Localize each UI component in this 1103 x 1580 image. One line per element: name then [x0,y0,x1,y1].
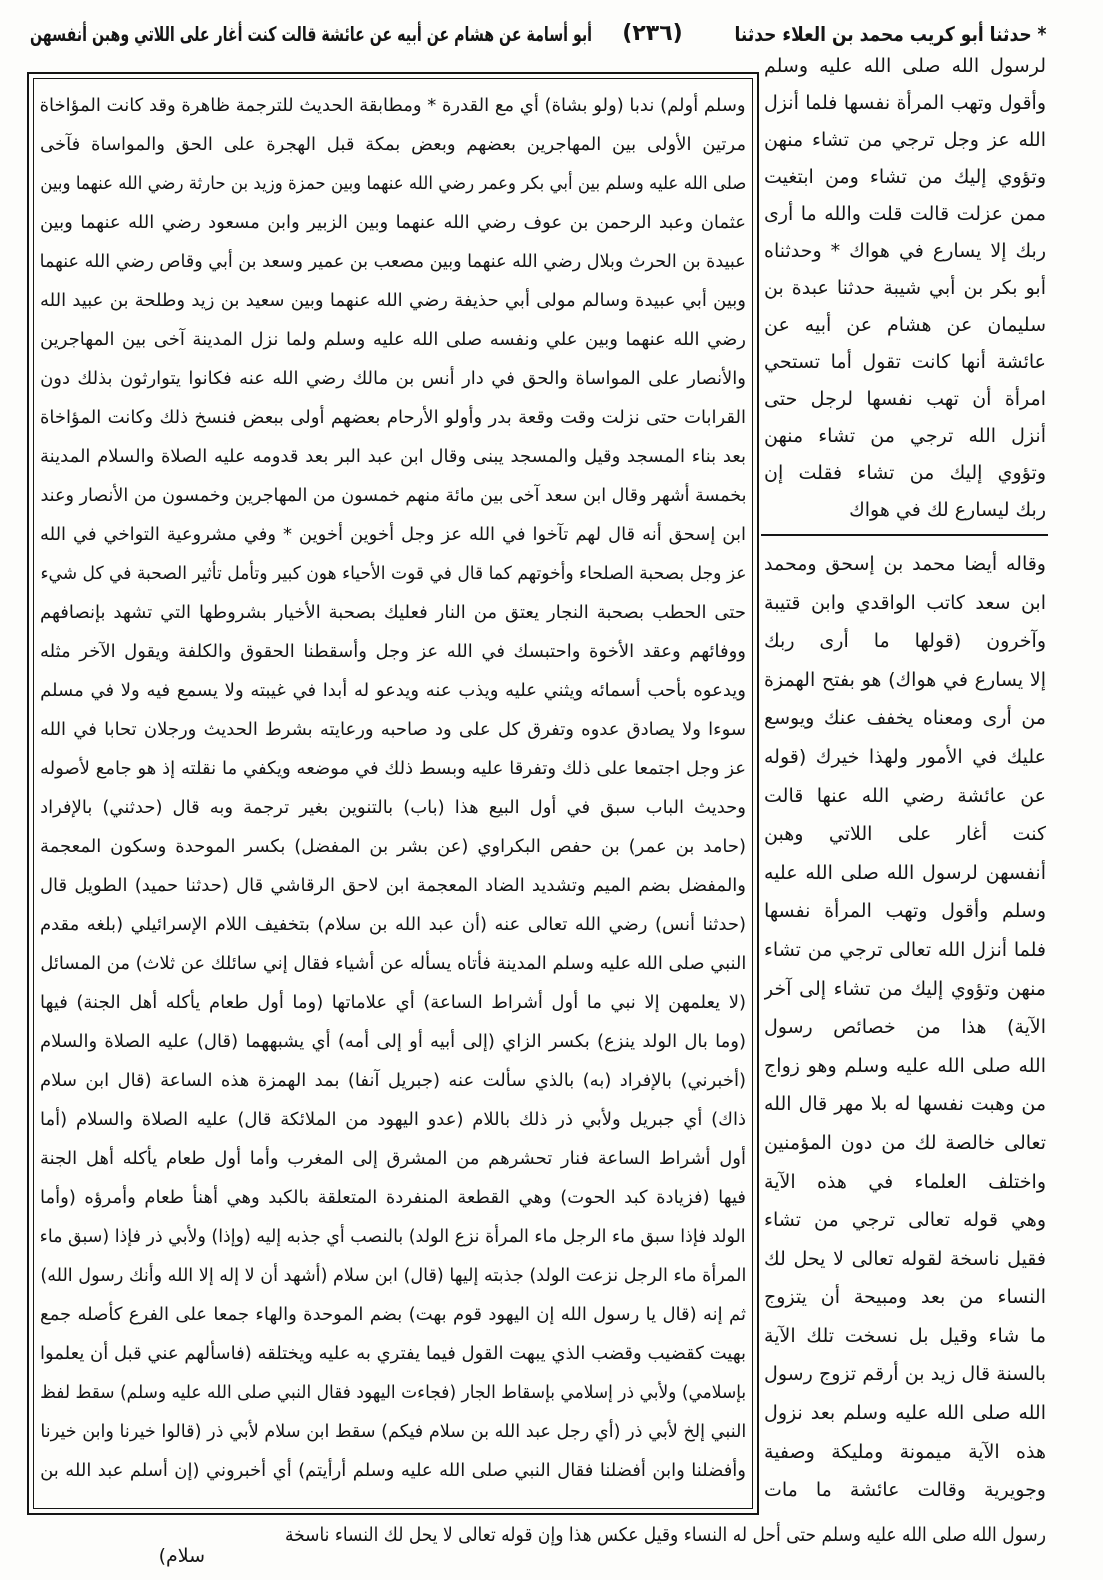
margin-commentary-line [764,931,1046,970]
footer-left-text: سلام) [158,1545,205,1567]
main-commentary-line [40,905,746,944]
margin-commentary-line-text: فلما أنزل الله تعالى ترجي من تشاء [764,938,1046,961]
main-commentary-line-text: سوءا ولا يصادق عدوه وتفرق كل على ود صاحبه ورعايته بشرط الحديث ورجلان تحابا في الله [40,719,746,740]
margin-commentary-line-text: ابن سعد كاتب الواقدي وابن قتيبة [764,591,1046,614]
main-commentary-line-text: (حدثنا أنس) رضي الله تعالى عنه (أن عبد الله بن سلام) بتخفيف اللام الإسرائيلي (بلغه مقدم [40,914,746,935]
main-commentary-line-text: وسلم أولم) ندبا (ولو بشاة) أي مع القدرة * ومطابقة الحديث للترجمة ظاهرة وقد كانت المؤاخاة [40,95,746,116]
main-commentary-line-text: وأفضلنا وابن أفضلنا فقال النبي صلى الله عليه وسلم أرأيتم) أي أخبروني (إن أسلم عبد الله بن [40,1460,746,1481]
main-commentary-line [40,476,746,515]
page-number [600,14,705,54]
margin-commentary-line-text: وآخرون (قولها ما أرى ربك [764,630,1046,653]
main-commentary-line-text: ويدعوه بأحب أسمائه ويثني عليه ويذب عنه ويدعو له أبدا في غيبته ولا يسمع فيه ولا في مسلم [40,680,746,701]
margin-commentary-line-text: ما شاء وقيل بل نسخت تلك الآية [764,1324,1046,1347]
margin-commentary-line [764,854,1046,893]
main-commentary-line-text: وبين أبي عبيدة وسالم مولى أبي حذيفة رضي الله عنهما وبين سعيد بن زيد وطلحة بن عبيد الله [40,290,746,311]
main-commentary-line-text: مرتين الأولى بين المهاجرين بعضهم وبعض بمكة قبل الهجرة على الحق والمواساة فآخى [40,134,746,155]
main-commentary-line-text: عثمان وعبد الرحمن بن عوف رضي الله عنهما وبين الزبير وابن مسعود رضي الله عنهما وبين [40,212,746,233]
footer-catchword [95,1540,205,1572]
page-number-text: (٢٣٦) [622,21,683,46]
margin-hadith-line-text: ربك ليسارع لك في هواك [849,499,1046,521]
main-commentary-line [40,125,746,164]
main-commentary-line [40,281,746,320]
main-commentary-line [40,671,746,710]
margin-commentary-line-text: وهي قوله تعالى ترجي من تشاء [764,1209,1046,1232]
margin-hadith-line-text: أبو بكر بن أبي شيبة حدثنا عبدة بن [764,277,1046,299]
main-commentary-line-text: حتى الحطب بصحبة النجار يعتق من النار فعليك بصحبة الأخيار بشروطها التي تشهد بإنصافهم [40,602,746,623]
main-commentary-line-text: والمفضل بضم الميم وتشديد الضاد المعجمة ابن لاحق الرقاشي قال (حدثنا حميد) الطويل قال [40,875,746,896]
main-commentary-line [40,359,746,398]
main-commentary-line [40,398,746,437]
margin-commentary-line [764,892,1046,931]
main-commentary-line-text: القرابات حتى نزلت وقت وقعة بدر وأولو الأرحام بعضهم أولى ببعض فنسخ ذلك وكانت المؤاخاة [40,407,746,428]
margin-hadith-line-text: وأقول وتهب المرأة نفسها فلما أنزل [764,92,1046,114]
margin-commentary-line-text: من أرى ومعناه يخفف عنك ويوسع [764,707,1046,730]
main-commentary-line-text: المرأة ماء الرجل نزعت الولد) جذبته إليها (قال) ابن سلام (أشهد أن لا إله إلا الله وأنك رسول الله) [40,1265,746,1286]
margin-commentary-line [764,738,1046,777]
margin-commentary-line-text: عن عائشة رضي الله عنها قالت [764,784,1046,807]
margin-commentary-line-text: منهن وتؤوي إليك من تشاء إلى آخر [764,977,1046,1000]
margin-commentary-line-text: النساء من بعد ومبيحة أن يتزوج [764,1286,1046,1309]
margin-hadith-line-text: عائشة أنها كانت تقول أما تستحي [764,351,1046,373]
main-commentary-line-text: (أخبرني) بالإفراد (به) بالذي سألت عنه (جبريل آنفا) بمد الهمزة هذه الساعة (قال ابن سلام [40,1070,746,1091]
main-commentary-line-text: رضي الله عنهما وبين علي ونفسه صلى الله عليه وسلم ولما نزل المدينة آخى بين المهاجرين [40,329,746,350]
margin-hadith-line-text: أنزل الله ترجي من تشاء منهن [764,425,1046,447]
main-commentary-line [40,1256,746,1295]
main-commentary-text [40,86,746,1490]
main-commentary-line-text: ابن إسحق أنه قال لهم تآخوا في الله عز وجل أخوين أخوين * وفي مشروعية التواخي في الله [40,524,746,545]
margin-hadith-line-text: سليمان عن هشام عن أبيه عن [764,314,1046,336]
main-commentary-line-text: ذاك) أي جبريل ولأبي ذر ذلك باللام (عدو اليهود من الملائكة قال) عليه الصلاة والسلام (أما [40,1109,746,1130]
margin-hadith-line [764,159,1046,196]
margin-commentary-line-text: واختلف العلماء في هذه الآية [764,1170,1046,1193]
margin-commentary-line-text: وجويرية وقالت عائشة ما مات [764,1479,1046,1502]
main-commentary-line [40,203,746,242]
main-commentary-line [40,1412,746,1451]
main-commentary-line [40,944,746,983]
footer-right-text: رسول الله صلى الله عليه وسلم حتى أحل له النساء وقيل عكس هذا وإن قوله تعالى لا يحل لك النساء ناسخة [285,1524,1046,1546]
main-commentary-line-text: أول أشراط الساعة فنار تحشرهم من المشرق إلى المغرب وأما أول طعام يأكله أهل الجنة [40,1148,746,1169]
main-commentary-line [40,1061,746,1100]
header-left-text: أبو أسامة عن هشام عن أبيه عن عائشة قالت كنت أغار على اللاتي وهبن أنفسهن [30,22,592,46]
main-commentary-line [40,749,746,788]
margin-commentary-line-text: بالسنة قال زيد بن أرقم تزوج رسول [764,1363,1046,1386]
main-commentary-line [40,593,746,632]
main-commentary-line [40,515,746,554]
main-commentary-line [40,1139,746,1178]
margin-commentary-line-text: تعالى خالصة لك من دون المؤمنين [764,1131,1046,1154]
header-hadith-chain-left [30,14,592,54]
main-commentary-line [40,827,746,866]
main-commentary-line [40,437,746,476]
footer-continuation-line [285,1518,1046,1552]
margin-hadith-line [764,196,1046,233]
margin-commentary-line-text: وسلم وأقول وتهب المرأة نفسها [764,900,1046,923]
main-commentary-line [40,788,746,827]
main-commentary-line-text: والأنصار على المواساة والحق في دار أنس بن مالك رضي الله عنه فكانوا يتوارثون بذلك دون [40,368,746,389]
main-commentary-line-text: ووفائهم وعقد الأخوة واحتبسك في الله عز وجل وأسقطنا الحقوق والكلفة ويقول الآخر مثله [40,641,746,662]
margin-commentary-line-text: عليك في الأمور ولهذا خيرك (قوله [764,745,1046,768]
main-commentary-line [40,1451,746,1490]
margin-hadith-line [764,418,1046,455]
margin-hadith-line-text: امرأة أن تهب نفسها لرجل حتى [764,388,1046,410]
margin-separator-rule [761,534,1048,536]
margin-commentary-line [764,545,1046,584]
main-commentary-line [40,866,746,905]
margin-hadith-line [764,307,1046,344]
margin-commentary-line [764,1240,1046,1279]
margin-hadith-line [764,344,1046,381]
margin-hadith-line [764,85,1046,122]
main-commentary-line-text: (لا يعلمهن إلا نبي ما أول أشراط الساعة) أي علاماتها (وما أول طعام يأكله أهل الجنة) فيها [40,992,746,1013]
margin-commentary-line [764,1394,1046,1433]
main-commentary-line-text: عز وجل اجتمعا على ذلك وتفرقا عليه وبسط ذلك في موضعه ويكفي ما نقلته إذ هو جامع لأصوله [40,758,746,779]
main-commentary-line [40,320,746,359]
margin-hadith-line [764,48,1046,85]
main-commentary-line [40,710,746,749]
main-commentary-line [40,632,746,671]
margin-commentary-line-text: الآية) هذا من خصائص رسول [764,1016,1046,1039]
main-commentary-line-text: صلى الله عليه وسلم بين أبي بكر وعمر رضي الله عنهما وبين حمزة وزيد بن حارثة رضي الله عنهما وبين [40,173,746,194]
margin-hadith-line [764,233,1046,270]
main-commentary-line-text: (وما بال الولد ينزع) بكسر الزاي (إلى أبيه أو إلى أمه) أي يشبههما (قال) عليه الصلاة والسلام [40,1031,746,1052]
main-commentary-line-text: بإسلامي) ولأبي ذر إسلامي بإسقاط الجار (فجاءت اليهود فقال النبي صلى الله عليه وسلم) سقط لفظ [40,1382,746,1403]
main-commentary-line-text: بهيت كقضيب وقضب الذي يبهت القول فيما يفتري به عليه ويختلقه (فاسألهم عني قبل أن يعلموا [40,1343,746,1364]
main-commentary-line-text: بعد بناء المسجد وقيل والمسجد يبنى وقال ابن عبد البر بعد قدومه عليه الصلاة والسلام المدينة [40,446,746,467]
margin-commentary-line-text: هذه الآية ميمونة ومليكة وصفية [764,1440,1046,1463]
main-commentary-line-text: النبي صلى الله عليه وسلم المدينة فأتاه يسأله عن أشياء فقال إني سائلك عن ثلاث) من المسائل [40,953,746,974]
main-commentary-line [40,242,746,281]
margin-hadith-line [764,492,1046,529]
main-commentary-line-text: (حامد بن عمر) بن حفص البكراوي (عن بشر بن المفضل) بكسر الموحدة وسكون المعجمة [40,836,746,857]
main-commentary-line-text: بخمسة أشهر وقال ابن سعد آخى بين مائة منهم خمسون من المهاجرين وخمسون من الأنصار وعند [40,485,746,506]
margin-commentary-line [764,1124,1046,1163]
margin-commentary-line [764,661,1046,700]
margin-hadith-line [764,122,1046,159]
margin-commentary-line-text: أنفسهن لرسول الله صلى الله عليه [764,861,1046,884]
margin-commentary-line [764,1163,1046,1202]
main-commentary-line [40,1100,746,1139]
main-commentary-line-text: فيها (فزيادة كبد الحوت) وهي القطعة المنفردة المتعلقة بالكبد وهي أهنأ طعام وأمرؤه (وأما [40,1187,746,1208]
margin-commentary-line [764,1471,1046,1510]
main-commentary-frame [27,72,759,1515]
margin-hadith-line-text: ممن عزلت قالت قلت والله ما أرى [764,203,1046,225]
margin-hadith-line-text: ربك إلا يسارع في هواك * وحدثناه [764,240,1046,262]
main-commentary-line [40,1334,746,1373]
margin-hadith-text [764,48,1046,529]
margin-commentary-text [764,545,1046,1510]
header-right-text: * حدثنا أبو كريب محمد بن العلاء حدثنا [734,22,1046,46]
margin-commentary-line-text: إلا يسارع في هواك) هو بفتح الهمزة [764,668,1046,691]
margin-commentary-line [764,1201,1046,1240]
margin-commentary-line [764,1355,1046,1394]
main-commentary-line [40,1178,746,1217]
margin-commentary-line [764,1085,1046,1124]
main-commentary-line-text: النبي إلخ لأبي ذر (أي رجل عبد الله بن سلام فيكم) سقط ابن سلام لأبي ذر (قالوا خيرنا وابن خيرنا [40,1421,746,1442]
main-commentary-line [40,1217,746,1256]
margin-commentary-line [764,1317,1046,1356]
margin-hadith-line-text: الله عز وجل ترجي من تشاء منهن [764,129,1046,151]
main-commentary-line [40,164,746,203]
margin-commentary-line-text: الله صلى الله عليه وسلم وهو زواج [764,1054,1046,1077]
margin-commentary-line [764,970,1046,1009]
margin-commentary-line [764,1047,1046,1086]
margin-commentary-line [764,815,1046,854]
margin-hadith-line [764,270,1046,307]
margin-hadith-line [764,455,1046,492]
main-commentary-line [40,983,746,1022]
margin-commentary-line-text: الله صلى الله عليه وسلم بعد نزول [764,1402,1046,1425]
margin-commentary-line [764,699,1046,738]
margin-commentary-line [764,1278,1046,1317]
margin-commentary-line-text: فقيل ناسخة لقوله تعالى لا يحل لك [764,1247,1046,1270]
main-commentary-line [40,1295,746,1334]
margin-hadith-line-text: وتؤوي إليك من تشاء ومن ابتغيت [764,166,1046,188]
main-commentary-line-text: الولد فإذا سبق ماء الرجل ماء المرأة نزع الولد) بالنصب أي جذبه إليه (وإذا) ولأبي ذر فإذا (سبق ماء [40,1226,746,1247]
margin-commentary-line-text: وقاله أيضا محمد بن إسحق ومحمد [764,553,1046,575]
main-commentary-line-text: ثم إنه (قال يا رسول الله إن اليهود قوم بهت) بضم الموحدة والهاء جمعا على الفرع كأصله جمع [40,1304,746,1325]
margin-commentary-line [764,584,1046,623]
main-commentary-line [40,1373,746,1412]
main-commentary-line-text: وحديث الباب سبق في أول البيع هذا (باب) بالتنوين بغير ترجمة وبه قال (حدثني) بالإفراد [40,797,746,818]
margin-commentary-line [764,777,1046,816]
main-commentary-line [40,1022,746,1061]
margin-hadith-line [764,381,1046,418]
margin-hadith-line-text: لرسول الله صلى الله عليه وسلم [764,55,1046,77]
margin-commentary-line [764,1008,1046,1047]
margin-commentary-line [764,622,1046,661]
margin-commentary-line [764,1433,1046,1472]
main-commentary-line [40,86,746,125]
margin-commentary-line-text: كنت أغار على اللاتي وهبن [764,823,1046,846]
margin-hadith-line-text: وتؤوي إليك من تشاء فقلت إن [764,462,1046,484]
main-commentary-line [40,554,746,593]
margin-commentary-line-text: من وهبت نفسها له بلا مهر قال الله [764,1093,1046,1116]
main-commentary-line-text: عبيدة بن الحرث وبلال رضي الله عنهما وبين مصعب بن عمير وسعد بن أبي وقاص رضي الله عنهما [40,251,746,272]
main-commentary-line-text: عز وجل بصحبة الصلحاء وأخوتهم كما قال في قوت الأحياء هون كبير وتأمل تأثير الصحبة في كل شيء [40,563,746,584]
